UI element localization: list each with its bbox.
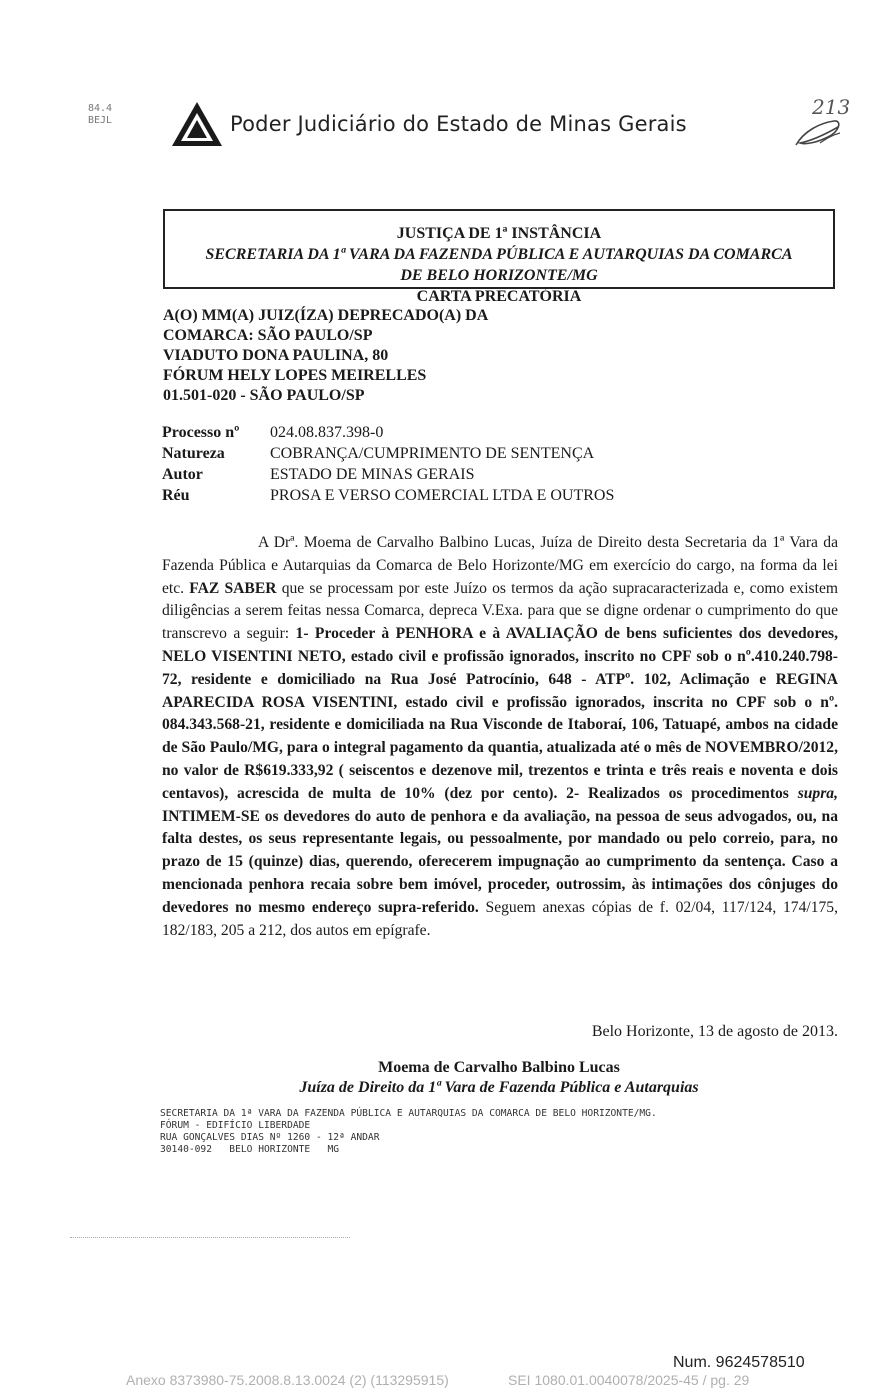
address-line: VIADUTO DONA PAULINA, 80	[163, 347, 389, 364]
recipient-address	[163, 306, 488, 406]
handwritten-initials	[790, 113, 845, 153]
reu-value: PROSA E VERSO COMERCIAL LTDA E OUTROS	[270, 487, 615, 504]
address-line: A(O) MM(A) JUIZ(ÍZA) DEPRECADO(A) DA	[163, 307, 489, 324]
anexo-reference: Anexo 8373980-75.2008.8.13.0024 (2) (113295915)	[126, 1372, 449, 1388]
autor-label: Autor	[162, 466, 203, 483]
autor-value: ESTADO DE MINAS GERAIS	[270, 466, 475, 483]
address-line: COMARCA: SÃO PAULO/SP	[163, 327, 373, 344]
footer-address-line: SECRETARIA DA 1ª VARA DA FAZENDA PÚBLICA E AUTARQUIAS DA COMARCA DE BELO HORIZONTE/MG.	[160, 1108, 657, 1119]
natureza-label: Natureza	[162, 445, 225, 462]
reu-label: Réu	[162, 487, 190, 504]
process-row	[162, 464, 614, 485]
document-date: Belo Horizonte, 13 de agosto de 2013.	[591, 1023, 838, 1040]
process-row	[162, 443, 614, 464]
process-row	[162, 485, 614, 506]
body-paragraph	[162, 532, 838, 942]
address-line: 01.501-020 - SÃO PAULO/SP	[163, 387, 365, 404]
address-line: FÓRUM HELY LOPES MEIRELLES	[163, 367, 427, 384]
processo-label: Processo nº	[162, 424, 240, 441]
stamp-line-2: BEJL	[88, 115, 113, 126]
court-header-box	[163, 209, 835, 289]
court-line-2: SECRETARIA DA 1ª VARA DA FAZENDA PÚBLICA E AUTARQUIAS DA COMARCA	[205, 246, 793, 263]
process-row	[162, 422, 614, 443]
body-anexas: Seguem anexas cópias de f. 02/04, 117/124, 174/175, 182/183, 205 a 212, dos autos em epígrafe.	[162, 898, 839, 939]
processo-value: 024.08.837.398-0	[270, 424, 384, 441]
court-line-3: DE BELO HORIZONTE/MG	[400, 267, 598, 284]
document-number: Num. 9624578510	[673, 1354, 805, 1371]
footer-address-line: 30140-092 BELO HORIZONTE MG	[160, 1144, 340, 1155]
sei-reference: SEI 1080.01.0040078/2025-45 / pg. 29	[508, 1372, 750, 1388]
stamp	[88, 103, 112, 127]
header-title: Poder Judiciário do Estado de Minas Gerais	[230, 112, 687, 136]
process-info	[162, 422, 614, 506]
body-intimem: INTIMEM-SE os devedores do auto de penhora e da avaliação, na pessoa de seus advogados, ou, na falta destes, os seus representante legais, ou pessoalmente, por mandado ou pelo correio, para, no prazo de 15 (quinze) dias, querendo, oferecerem impugnação ao cumprimento da sentença. Caso a mencionada penhora recaia sobre bem imóvel, proceder, outrossim, às intimações dos cônjuges do devedores no mesmo endereço supra-referido.	[162, 807, 838, 916]
body-penhora: 1- Proceder à PENHORA e à AVALIAÇÃO de bens suficientes dos devedores, NELO VISENTINI NETO, estado civil e profissão ignorados, inscrito no CPF sob o nº.410.240.798-72, residente e domiciliado na Rua José Patrocínio, 648 - ATPº. 102, Aclimação e REGINA APARECIDA ROSA VISENTINI, estado civil e profissão ignorados, inscrita no CPF sob o nº. 084.343.568-21, residente e domiciliada na Rua Visconde de Itaboraí, 106, Tatuapé, ambos na cidade de São Paulo/MG, para o integral pagamento da quantia, atualizada até o mês de NOVEMBRO/2012, no valor de R$619.333,92 ( seiscentos e dezenove mil, trezentos e trinta e três reais e noventa e dois centavos), acrescida de multa de 10% (dez por cento). 2- Realizados os procedimentos	[162, 625, 838, 802]
footer-address-line: FÓRUM - EDIFÍCIO LIBERDADE	[160, 1120, 311, 1131]
body-intro: A Drª. Moema de Carvalho Balbino Lucas, Juíza de Direito desta Secretaria da 1ª Vara da Fazenda Pública e Autarquias da Comarca de Belo Horizonte/MG em exercício do cargo, na forma da lei etc.	[162, 534, 838, 597]
footer-address-line: RUA GONÇALVES DIAS Nº 1260 - 12ª ANDAR	[160, 1132, 380, 1143]
document-type: CARTA PRECATÓRIA	[416, 288, 582, 305]
stamp-line-1: 84.4	[88, 103, 113, 114]
faz-saber: FAZ SABER	[189, 579, 277, 597]
body-request: que se processam por este Juízo os termos da ação supracaracterizada e, como existem diligências a serem feitas nessa Comarca, depreca V.Exa. para que se digne ordenar o cumprimento do que transcrevo a seguir:	[162, 579, 838, 643]
natureza-value: COBRANÇA/CUMPRIMENTO DE SENTENÇA	[270, 445, 595, 462]
footer-address	[160, 1108, 657, 1156]
body-supra: supra,	[797, 784, 838, 802]
signature-name: Moema de Carvalho Balbino Lucas	[378, 1059, 620, 1076]
signature-role: Juíza de Direito da 1ª Vara de Fazenda Pública e Autarquias	[299, 1079, 699, 1096]
dotted-divider	[70, 1237, 350, 1238]
court-line-1: JUSTIÇA DE 1ª INSTÂNCIA	[396, 225, 602, 242]
tjmg-logo-icon	[170, 100, 224, 148]
handwritten-page-number: 213	[812, 95, 851, 119]
